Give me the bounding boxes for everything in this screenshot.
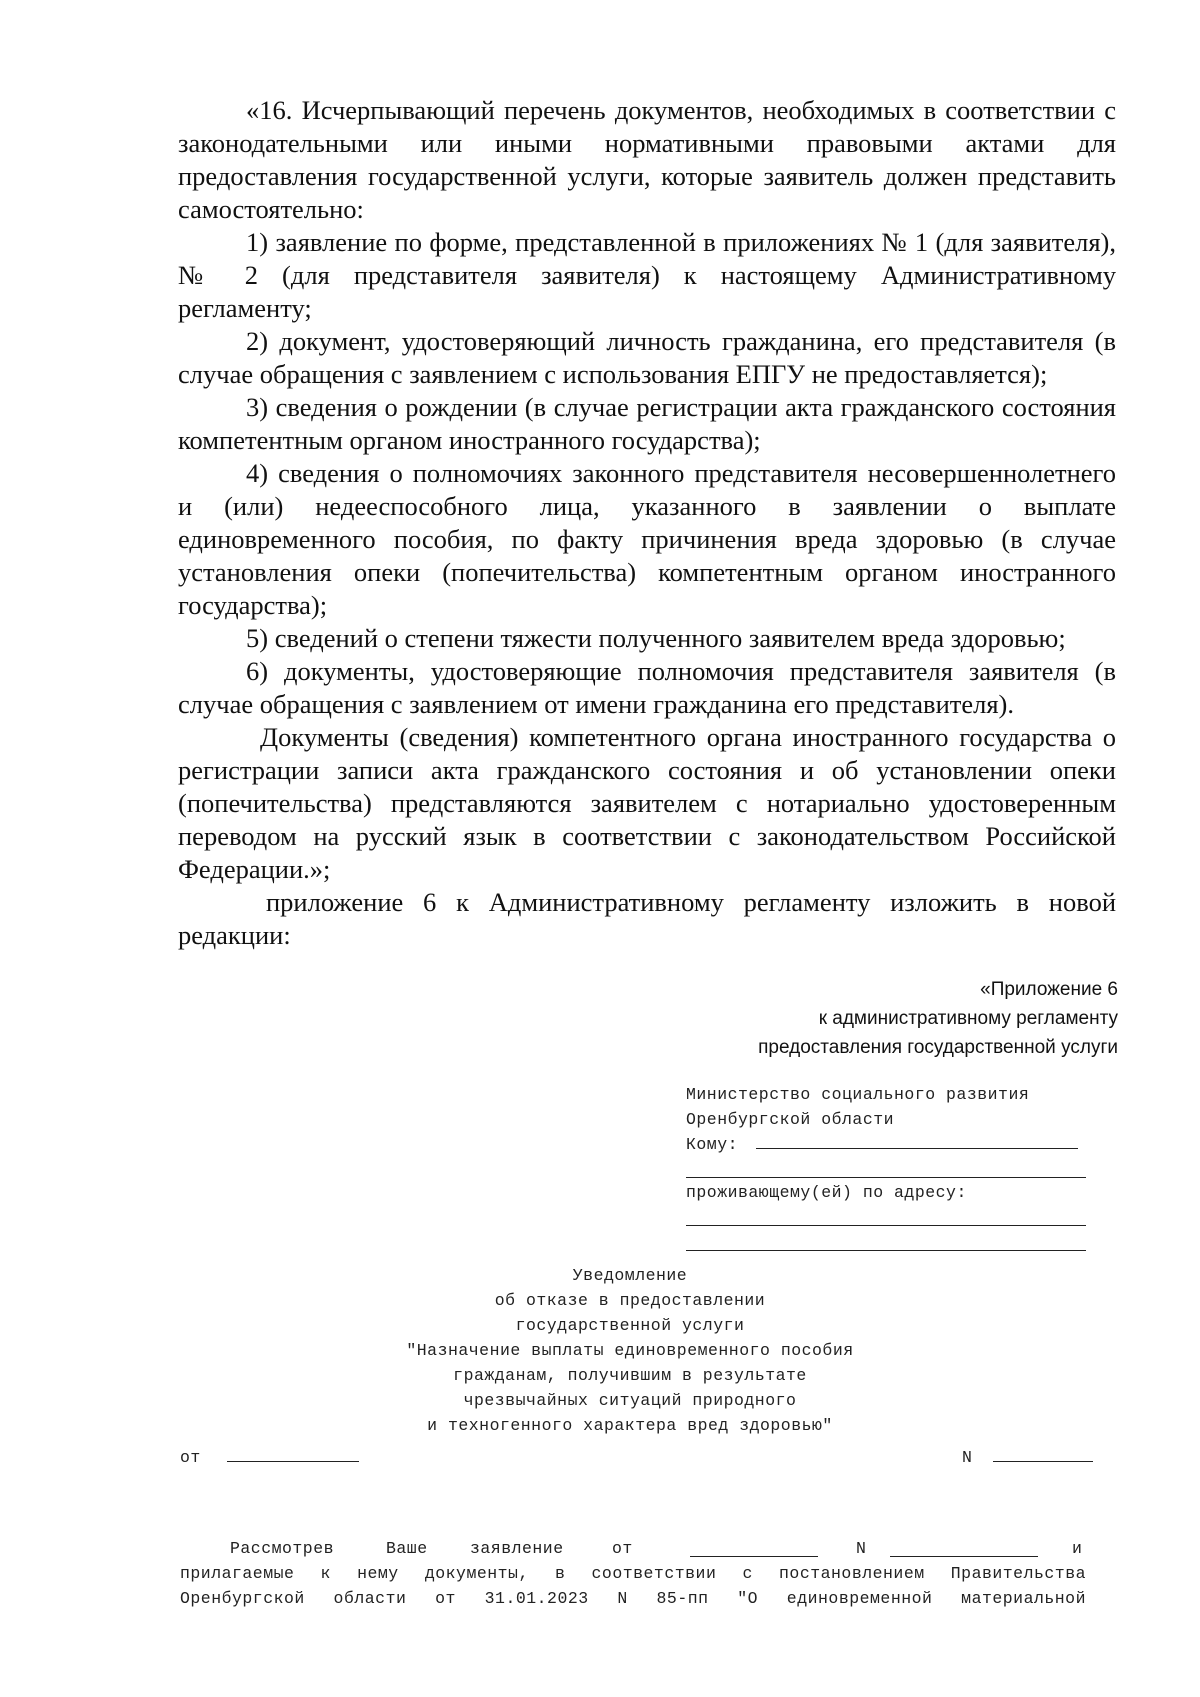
notice-heading [360, 1263, 900, 1438]
application-date-blank [690, 1540, 818, 1557]
text-word: от [612, 1539, 633, 1558]
to-row [686, 1132, 1086, 1157]
address-blank-line-1 [686, 1207, 1086, 1226]
notice-line: "Назначение выплаты единовременного пособия [406, 1341, 854, 1360]
text-word: заявление [470, 1539, 564, 1558]
text-word: Ваше [386, 1539, 428, 1558]
regulation-text [178, 94, 1116, 952]
text-word: и [1072, 1539, 1083, 1558]
decision-line-3: Оренбургской области от 31.01.2023 N 85-пп "О единовременной материальной [180, 1589, 1086, 1608]
list-item-5: 5) сведений о степени тяжести полученного заявителем вреда здоровью; [246, 623, 1066, 653]
number-blank-line [993, 1445, 1093, 1462]
list-item-3: 3) сведения о рождении (в случае регистрации акта гражданского состояния компетентным органом иностранного государства); [178, 392, 1116, 455]
text-word: N [856, 1539, 867, 1558]
appendix-title: «Приложение 6 [980, 979, 1118, 1000]
list-item-6: 6) документы, удостоверяющие полномочия представителя заявителя (в случае обращения с заявлением от имени гражданина его представителя). [178, 656, 1116, 719]
text-word: Рассмотрев [230, 1539, 335, 1558]
list-item-2: 2) документ, удостоверяющий личность гражданина, его представителя (в случае обращения с заявлением с использования ЕПГУ не предоставляется); [178, 326, 1116, 389]
application-number-blank [890, 1540, 1038, 1557]
foreign-documents-paragraph: Документы (сведения) компетентного органа иностранного государства о регистрации записи акта гражданского состояния и об установлении опеки (попечительства) представляются заявителем с нотариально удостоверенным переводом на русский язык в соответствии с законодательством Российской Федерации.»; [178, 722, 1116, 884]
recipient-block [686, 1082, 1086, 1251]
appendix-subtitle: предоставления государственной услуги [758, 1037, 1118, 1058]
decision-text [180, 1536, 1086, 1611]
date-row [180, 1445, 359, 1470]
number-label: N [962, 1448, 973, 1467]
paragraph-16: «16. Исчерпывающий перечень документов, необходимых в соответствии с законодательными или иными нормативными правовыми актами для предоставления государственной услуги, которые заявитель должен представить самостоятельно: [178, 95, 1116, 224]
amendment-paragraph: приложение 6 к Административному регламенту изложить в новой редакции: [178, 887, 1116, 950]
notice-title: Уведомление [572, 1266, 688, 1285]
appendix-subtitle: к административному регламенту [818, 1008, 1118, 1029]
to-blank-line [756, 1132, 1078, 1149]
address-blank-line-2 [686, 1232, 1086, 1251]
notice-line: государственной услуги [515, 1316, 745, 1335]
decision-line-2: прилагаемые к нему документы, в соответствии с постановлением Правительства [180, 1564, 1086, 1583]
to-label: Кому: [686, 1135, 739, 1154]
ministry-region: Оренбургской области [686, 1110, 895, 1129]
number-row [962, 1445, 1093, 1470]
notice-line: чрезвычайных ситуаций природного [463, 1391, 797, 1410]
notice-line: и техногенного характера вред здоровью" [427, 1416, 833, 1435]
ministry-name: Министерство социального развития [686, 1085, 1030, 1104]
notice-line: об отказе в предоставлении [494, 1291, 766, 1310]
from-label: от [180, 1448, 201, 1467]
list-item-1: 1) заявление по форме, представленной в приложениях № 1 (для заявителя), № 2 (для представителя заявителя) к настоящему Административному регламенту; [178, 227, 1116, 323]
date-blank-line [227, 1445, 359, 1462]
list-item-4: 4) сведения о полномочиях законного представителя несовершеннолетнего и (или) недееспособного лица, указанного в заявлении о выплате единовременного пособия, по факту причинения вреда здоровью (в случае установления опеки (попечительства) компетентным органом иностранного государства); [178, 458, 1116, 620]
decision-line-1 [180, 1536, 1086, 1561]
appendix-header [758, 975, 1118, 1062]
address-label: проживающему(ей) по адресу: [686, 1183, 967, 1202]
to-blank-line-2 [686, 1159, 1086, 1178]
notice-line: гражданам, получившим в результате [453, 1366, 807, 1385]
